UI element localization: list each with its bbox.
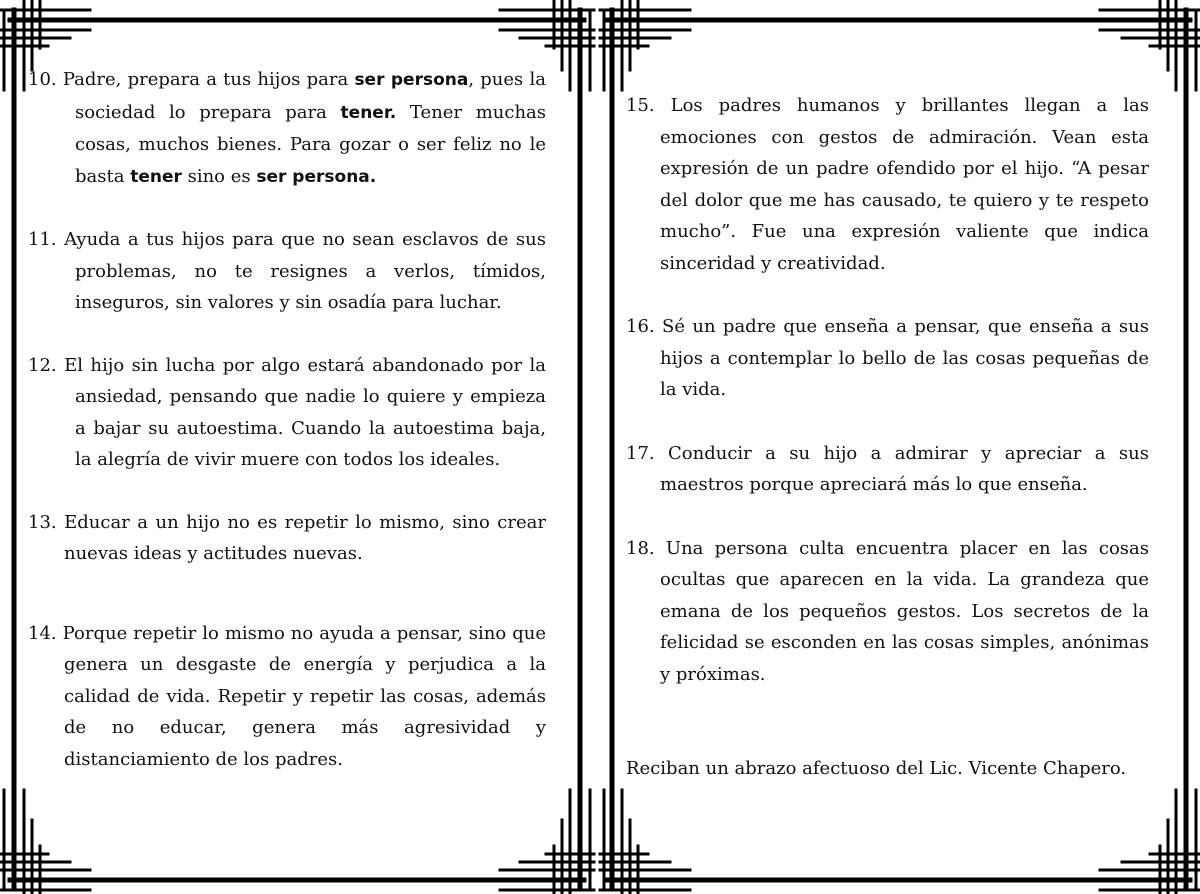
right-page-text: [626, 90, 1149, 785]
paragraph-number: 11.: [28, 229, 57, 250]
paragraph-number: 10.: [28, 69, 57, 90]
paragraph-14: 14. Porque repetir lo mismo no ayuda a pensar, sino que genera un desgaste de energía y perjudica a la calidad de vida. Repetir y repetir las cosas, además de no educar, genera más agresividad y distanciamiento de los padres.: [28, 622, 546, 770]
left-page-text: [28, 64, 546, 775]
emphasis: ser persona: [354, 70, 469, 90]
paragraph-16: 16. Sé un padre que enseña a pensar, que enseña a sus hijos a contemplar lo bello de las cosas pequeñas de la vida.: [626, 316, 1149, 400]
emphasis: tener: [130, 166, 182, 187]
paragraph-number: 12.: [28, 354, 57, 376]
paragraph-12: 12. El hijo sin lucha por algo estará abandonado por la ansiedad, pensando que nadie lo quiere y empieza a bajar su autoestima. Cuando la autoestima baja, la alegría de vivir muere con todos los ideales.: [28, 354, 546, 470]
paragraph-number: 15.: [626, 95, 655, 116]
emphasis: tener.: [340, 102, 397, 123]
paragraph-13: 13. Educar a un hijo no es repetir lo mismo, sino crear nuevas ideas y actitudes nuevas.: [28, 511, 546, 564]
emphasis: ser persona.: [256, 166, 377, 187]
paragraph-number: 14.: [28, 622, 57, 644]
paragraph-18: 18. Una persona culta encuentra placer en las cosas ocultas que aparecen en la vida. La grandeza que emana de los pequeños gestos. Los secretos de la felicidad se esconden en las cosas simples, anónimas y próximas.: [626, 537, 1149, 685]
paragraph-number: 13.: [28, 511, 57, 533]
paragraph-11: 11. Ayuda a tus hijos para que no sean esclavos de sus problemas, no te resignes a verlos, tímidos, inseguros, sin valores y sin osadía para luchar.: [28, 229, 546, 313]
paragraph-number: 18.: [626, 537, 655, 559]
paragraph-10: 10. Padre, prepara a tus hijos para ser persona, pues la sociedad lo prepara para tener. Tener muchas cosas, muchos bienes. Para gozar o ser feliz no le basta tener sino es ser persona.: [28, 69, 547, 187]
closing-signature: Reciban un abrazo afectuoso del Lic. Vicente Chapero.: [626, 758, 1127, 779]
paragraph-17: 17. Conducir a su hijo a admirar y apreciar a sus maestros porque apreciará más lo que enseña.: [626, 442, 1149, 495]
paragraph-number: 16.: [626, 316, 655, 337]
paragraph-number: 17.: [626, 442, 655, 464]
paragraph-15: 15. Los padres humanos y brillantes llegan a las emociones con gestos de admiración. Vean esta expresión de un padre ofendido por el hijo. “A pesar del dolor que me has causado, te quiero y te respeto mucho”. Fue una expresión valiente que indica sinceridad y creatividad.: [626, 95, 1149, 274]
